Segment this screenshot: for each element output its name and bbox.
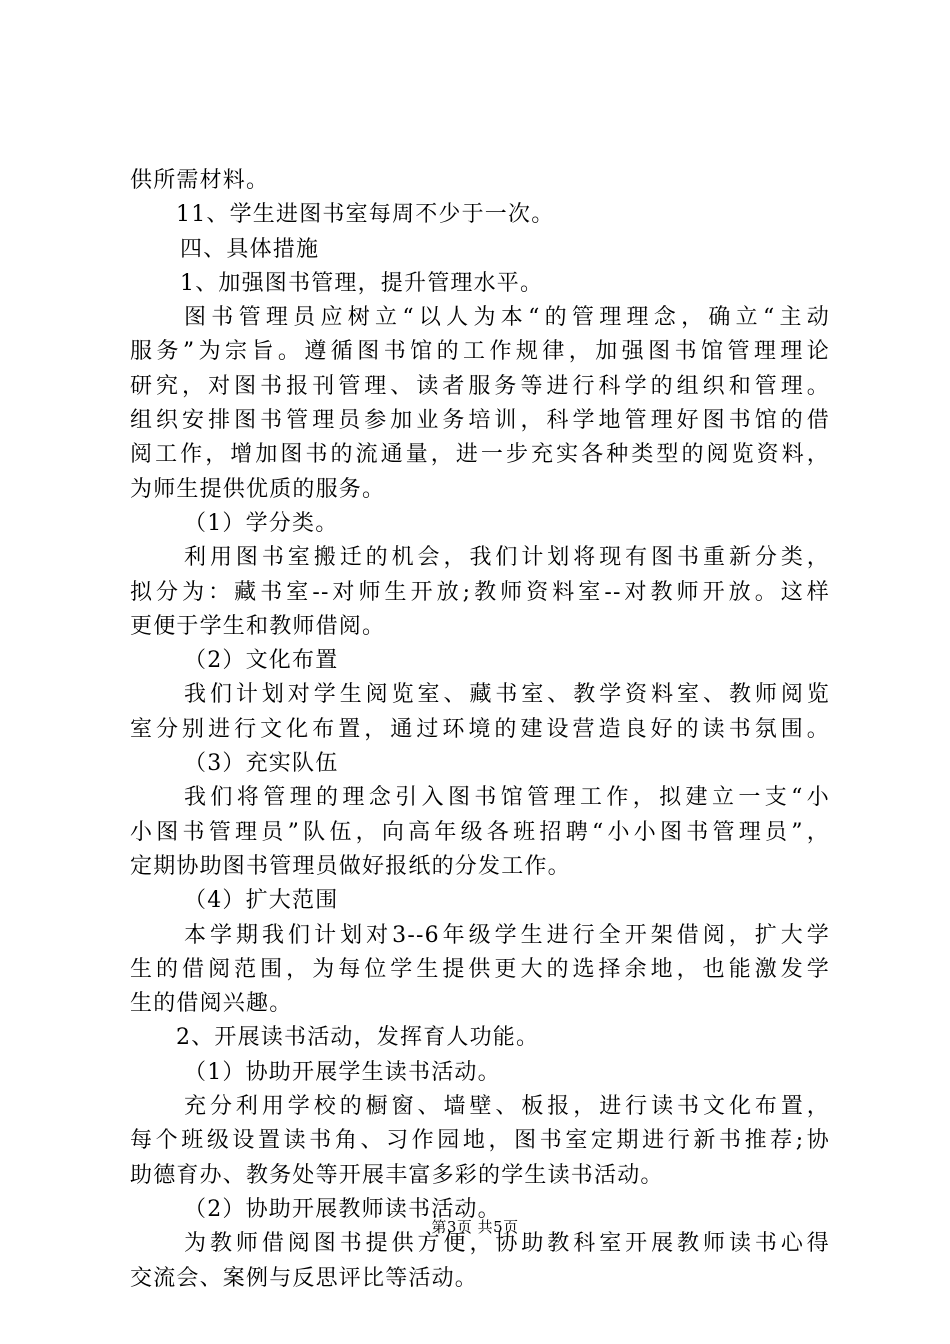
text-line: 本学期我们计划对3--6年级学生进行全开架借阅，扩大学	[184, 922, 830, 948]
text-line: 图书管理员应树立“以人为本“的管理理念，确立“主动	[184, 305, 830, 331]
text-line: 定期协助图书管理员做好报纸的分发工作。	[130, 853, 571, 879]
text-line: 为教师借阅图书提供方便，协助教科室开展教师读书心得	[184, 1231, 830, 1257]
text-line: 我们将管理的理念引入图书馆管理工作，拟建立一支“小	[184, 785, 830, 811]
page-number: 第3页 共5页	[431, 1218, 519, 1236]
subsection-heading: 2、开展读书活动，发挥育人功能。	[176, 1025, 540, 1051]
text-line: 生的借阅范围，为每位学生提供更大的选择余地，也能激发学	[130, 956, 830, 982]
text-line: 充分利用学校的橱窗、墙壁、板报，进行读书文化布置，	[184, 1094, 830, 1120]
item-heading: （4）扩大范围	[184, 888, 339, 914]
text-line: 服务”为宗旨。遵循图书馆的工作规律，加强图书馆管理理论	[130, 339, 830, 365]
page-footer	[0, 1217, 950, 1237]
text-line: 小图书管理员”队伍，向高年级各班招聘“小小图书管理员”，	[130, 819, 830, 845]
text-line: 11、学生进图书室每周不少于一次。	[176, 202, 555, 228]
document-body	[130, 164, 830, 1296]
text-line: 为师生提供优质的服务。	[130, 476, 386, 502]
text-line: 组织安排图书管理员参加业务培训，科学地管理好图书馆的借	[130, 408, 830, 434]
text-line: 交流会、案例与反思评比等活动。	[130, 1265, 479, 1291]
text-line: 我们计划对学生阅览室、藏书室、教学资料室、教师阅览	[184, 682, 830, 708]
item-heading: （1）学分类。	[184, 510, 339, 536]
subsection-heading: 1、加强图书管理，提升管理水平。	[180, 270, 544, 296]
item-heading: （2）协助开展教师读书活动。	[184, 1196, 501, 1222]
text-line: 拟分为：藏书室--对师生开放;教师资料室--对教师开放。这样	[130, 579, 830, 605]
item-heading: （3）充实队伍	[184, 751, 339, 777]
text-line: 利用图书室搬迁的机会，我们计划将现有图书重新分类，	[184, 545, 830, 571]
text-line: 助德育办、教务处等开展丰富多彩的学生读书活动。	[130, 1162, 664, 1188]
text-line: 更便于学生和教师借阅。	[130, 613, 386, 639]
text-line: 研究，对图书报刊管理、读者服务等进行科学的组织和管理。	[130, 373, 830, 399]
text-line: 每个班级设置读书角、习作园地，图书室定期进行新书推荐;协	[130, 1128, 830, 1154]
item-heading: （2）文化布置	[184, 648, 339, 674]
text-line: 生的借阅兴趣。	[130, 991, 293, 1017]
text-line: 室分别进行文化布置，通过环境的建设营造良好的读书氛围。	[130, 716, 830, 742]
section-heading: 四、具体措施	[180, 236, 320, 262]
text-line: 供所需材料。	[130, 168, 270, 193]
item-heading: （1）协助开展学生读书活动。	[184, 1059, 501, 1085]
text-line: 阅工作，增加图书的流通量，进一步充实各种类型的阅览资料，	[130, 442, 830, 468]
